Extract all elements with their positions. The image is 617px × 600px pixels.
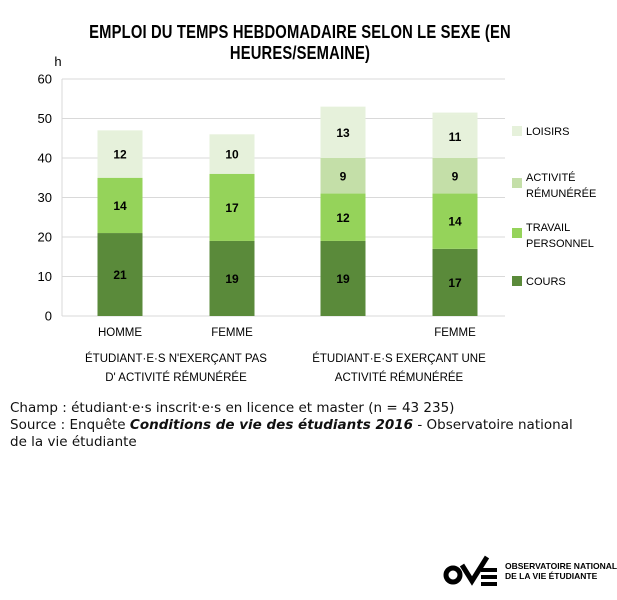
legend-label: RÉMUNÉRÉE [526, 188, 597, 200]
legend-swatch [512, 276, 522, 286]
data-label: 9 [339, 169, 347, 184]
group-label: D' ACTIVITÉ RÉMUNÉRÉE [105, 372, 247, 384]
source-prefix: Source : Enquête [10, 417, 130, 433]
y-tick-label: 30 [37, 190, 52, 205]
x-tick-label: FEMME [211, 327, 253, 339]
y-tick-label: 50 [37, 111, 52, 126]
data-label: 12 [336, 210, 350, 225]
group-label: ÉTUDIANT·E·S EXERÇANT UNE [312, 353, 486, 365]
y-tick-label: 10 [37, 269, 52, 284]
scope-note: Champ : étudiant·e·s inscrit·e·s en licence et master (n = 43 235) [10, 400, 455, 416]
legend-label: ACTIVITÉ [526, 172, 576, 184]
chart-notes [10, 400, 590, 451]
legend-swatch [512, 126, 522, 136]
ove-logo-mark-icon [443, 551, 503, 587]
data-label: 19 [336, 271, 350, 286]
group-label: ACTIVITÉ RÉMUNÉRÉE [334, 372, 464, 384]
y-tick-label: 0 [44, 308, 52, 324]
data-label: 17 [448, 275, 462, 290]
source-title: Conditions de vie des étudiants 2016 [129, 417, 414, 433]
legend-swatch [512, 178, 522, 188]
x-tick-label: FEMME [434, 327, 476, 339]
logo-line-1: OBSERVATOIRE NATIONAL [505, 561, 617, 571]
data-label: 11 [448, 129, 462, 144]
legend-label: TRAVAIL [526, 222, 571, 234]
data-label: 13 [336, 125, 350, 140]
ove-logo [443, 551, 617, 587]
legend-label: LOISIRS [526, 126, 570, 138]
bar-segment [433, 113, 478, 115]
group-label: ÉTUDIANT·E·S N'EXERÇANT PAS [85, 353, 267, 365]
logo-line-2: DE LA VIE ÉTUDIANTE [505, 571, 598, 581]
legend-swatch [512, 228, 522, 238]
y-tick-label: 40 [37, 150, 52, 166]
legend-label: PERSONNEL [526, 238, 594, 250]
x-tick-label: HOMME [97, 327, 143, 339]
data-label: 12 [113, 147, 127, 162]
source-note [10, 417, 590, 451]
ove-logo-text [505, 561, 617, 581]
y-tick-label: 20 [37, 229, 52, 245]
data-label: 21 [113, 268, 127, 283]
source-suffix: - Observatoire national de la vie étudiante [10, 417, 573, 450]
data-label: 17 [225, 200, 239, 215]
data-label: 10 [225, 147, 239, 162]
data-label: 14 [448, 214, 462, 229]
chart-title: EMPLOI DU TEMPS HEBDOMADAIRE SELON LE SEXE (EN HEURES/SEMAINE) [89, 22, 511, 63]
y-axis-label: h [54, 54, 62, 69]
data-label: 9 [451, 169, 459, 184]
y-tick-label: 60 [37, 71, 52, 87]
legend-label: COURS [526, 276, 566, 288]
data-label: 14 [113, 198, 127, 213]
data-label: 19 [225, 271, 239, 286]
